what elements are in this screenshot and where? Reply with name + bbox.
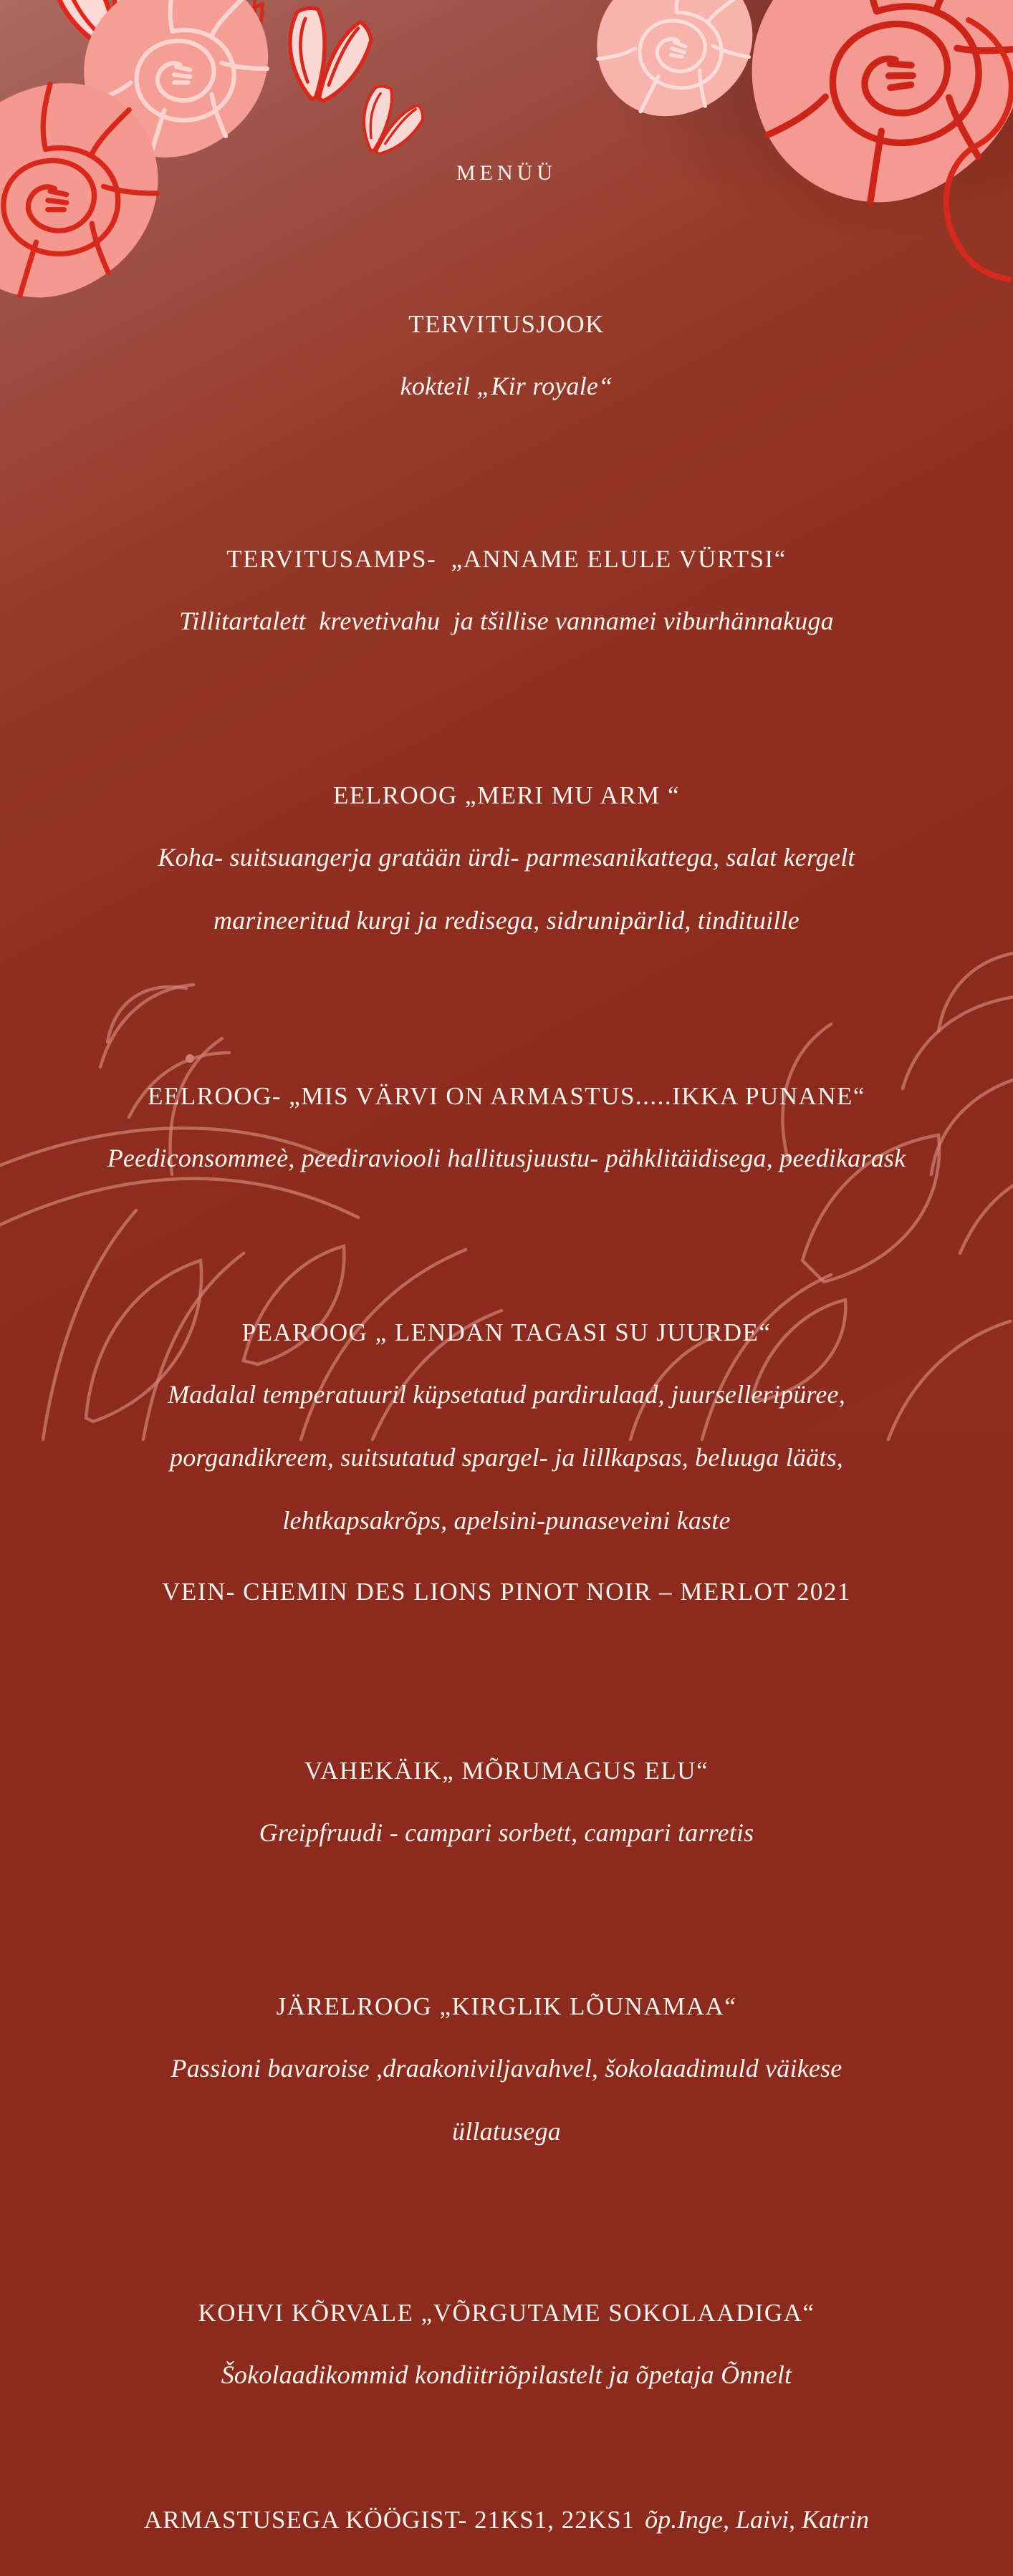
menu-content — [16, 0, 997, 2576]
section-heading: KOHVI KÕRVALE „VÕRGUTAME SOKOLAADIGA“ — [198, 2299, 815, 2327]
section-description: Passioni bavaroise ,draakoniviljavahvel, šokolaadimuld väikese — [171, 2054, 842, 2083]
page-title: MENÜÜ — [456, 161, 557, 185]
section-description: porgandikreem, suitsutatud spargel- ja lillkapsas, beluuga lääts, — [170, 1443, 843, 1472]
section-description: Madalal temperatuuril küpsetatud pardirulaad, juurselleripüree, — [168, 1380, 845, 1409]
footer-signature — [16, 2502, 997, 2537]
section-heading: JÄRELROOG „KIRGLIK LÕUNAMAA“ — [276, 1992, 737, 2020]
section-heading: PEAROOG „ LENDAN TAGASI SU JUURDE“ — [241, 1318, 772, 1346]
section-tervitusjook — [16, 281, 997, 430]
section-eelroog-meri — [16, 753, 997, 965]
section-pearoog — [16, 1290, 997, 1635]
section-jarelroog — [16, 1964, 997, 2176]
wine-pairing-line: VEIN- CHEMIN DES LIONS PINOT NOIR – MERLOT 2021 — [162, 1578, 851, 1606]
section-description: Greipfruudi - campari sorbett, campari tarretis — [259, 1818, 754, 1847]
section-description: Šokolaadikommid kondiitriõpilastelt ja õpetaja Õnnelt — [221, 2360, 792, 2389]
section-vahekaik — [16, 1728, 997, 1877]
section-description: üllatusega — [452, 2117, 561, 2146]
section-heading: TERVITUSAMPS- „ANNAME ELULE VÜRTSI“ — [226, 545, 787, 573]
section-description: lehtkapsakrõps, apelsini-punaseveini kaste — [282, 1506, 731, 1535]
section-heading: VAHEKÄIK„ MÕRUMAGUS ELU“ — [304, 1757, 709, 1785]
section-kohvi-korvale — [16, 2270, 997, 2419]
section-description: kokteil „Kir royale“ — [400, 372, 613, 400]
footer-kitchen-text: ARMASTUSEGA KÖÖGIST- 21KS1, 22KS1 — [143, 2506, 635, 2534]
section-heading: TERVITUSJOOK — [408, 310, 605, 338]
section-description: Tillitartalett krevetivahu ja tšillise vannamei viburhännakuga — [179, 607, 834, 635]
section-description: Peediconsommeè, peediraviooli hallitusjuustu- pähklitäidisega, peedikarask — [107, 1144, 906, 1172]
footer-names-text: õp.Inge, Laivi, Katrin — [645, 2505, 870, 2534]
section-description: marineeritud kurgi ja redisega, sidrunipärlid, tindituille — [213, 906, 800, 935]
section-description: Koha- suitsuangerja gratään ürdi- parmesanikattega, salat kergelt — [158, 843, 855, 872]
section-heading: EELROOG „MERI MU ARM “ — [332, 781, 681, 809]
section-eelroog-punane — [16, 1053, 997, 1202]
section-heading: EELROOG- „MIS VÄRVI ON ARMASTUS.....IKKA PUNANE“ — [148, 1082, 865, 1110]
section-tervitusamps — [16, 516, 997, 665]
